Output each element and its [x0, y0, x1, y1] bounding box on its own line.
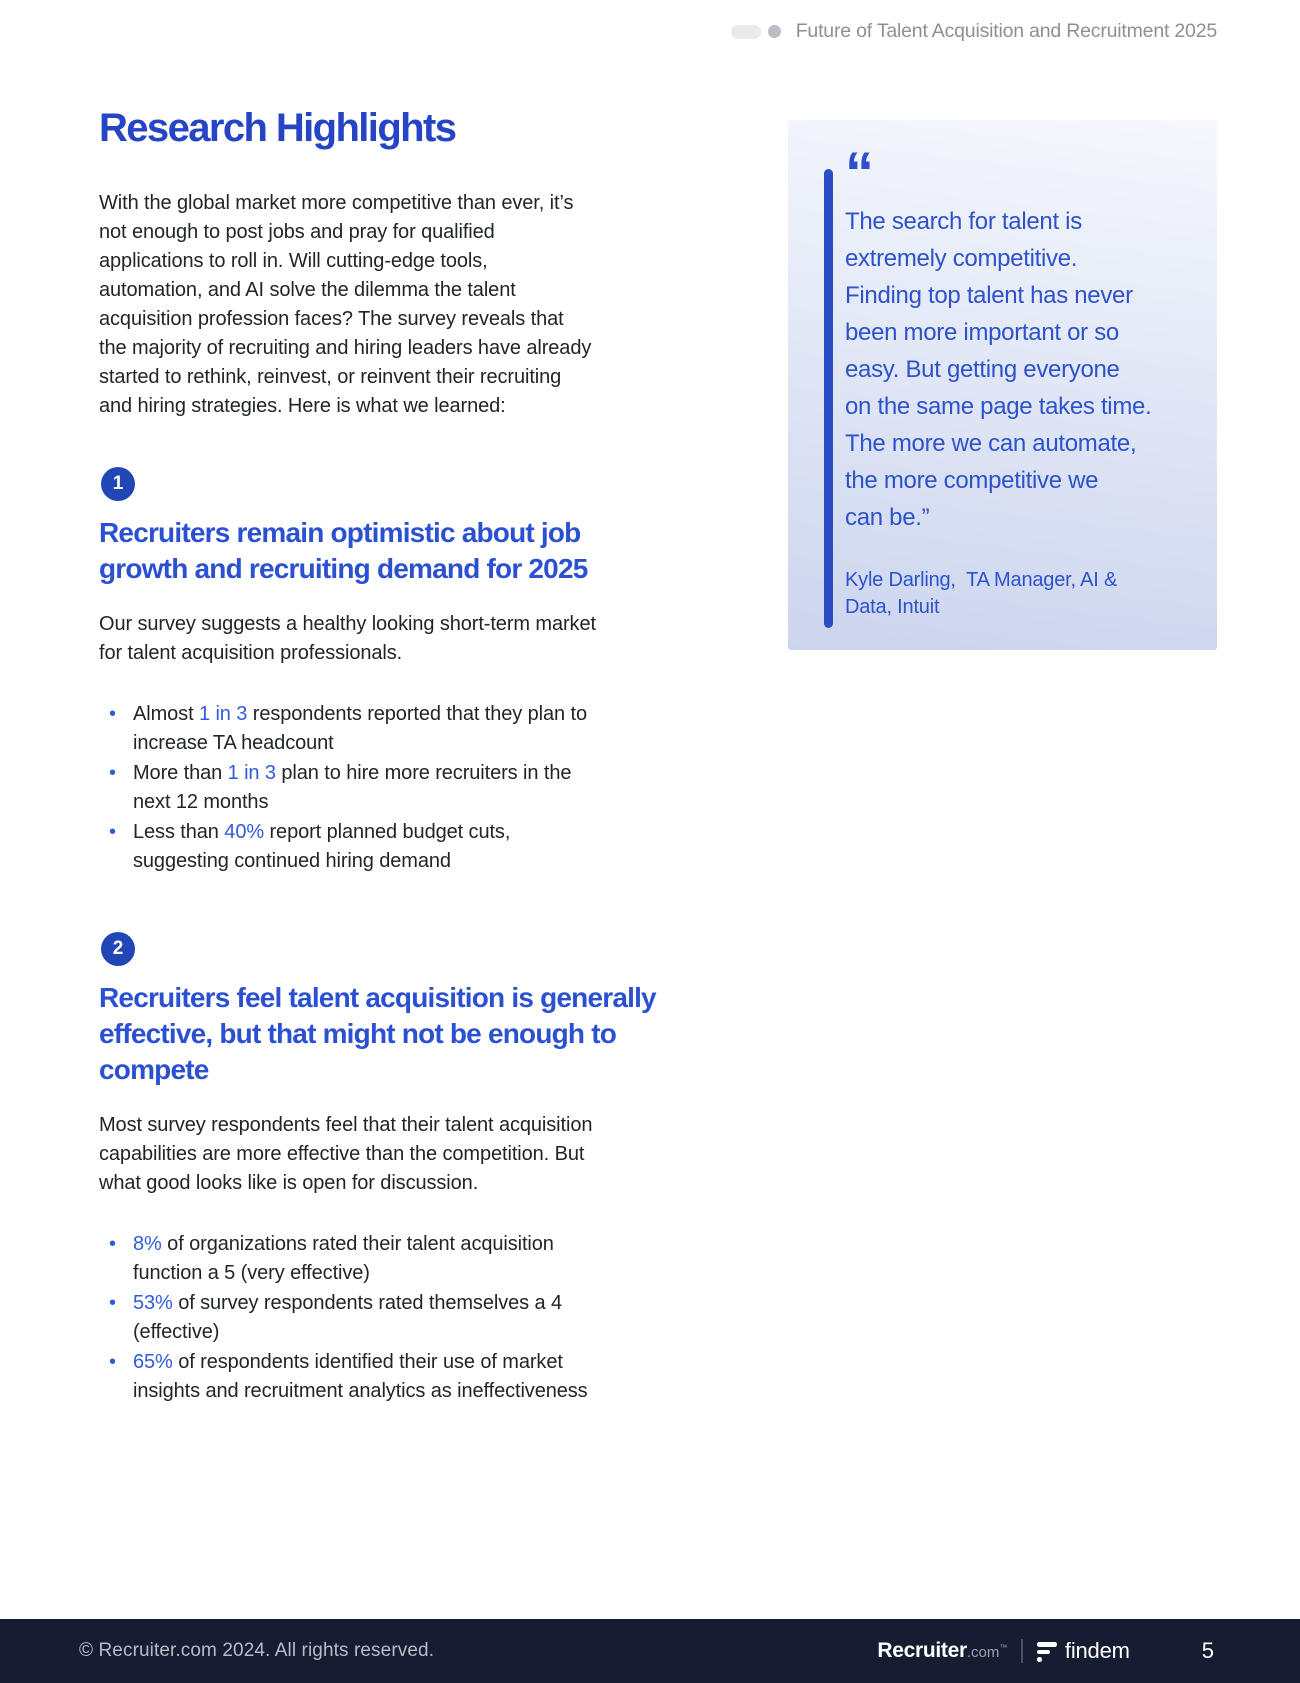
section-2 — [99, 932, 699, 1406]
stat-highlight: 1 in 3 — [198, 703, 248, 725]
intro-paragraph — [99, 189, 699, 421]
text-line: Our survey suggests a healthy looking short-term market — [99, 613, 596, 635]
brand-logos — [877, 1638, 1129, 1664]
quote-content — [845, 141, 1190, 621]
text-segment: of organizations rated their talent acquisition — [161, 1233, 554, 1255]
text-segment: of respondents identified their use of market — [172, 1351, 563, 1373]
list-item — [99, 1348, 699, 1406]
findem-logo — [1037, 1638, 1130, 1664]
quote-mark-icon: “ — [845, 141, 872, 206]
list-item — [99, 818, 699, 876]
page-header — [731, 20, 1217, 43]
list-item — [99, 700, 699, 758]
text-segment: More than — [133, 762, 228, 784]
section-body — [99, 1111, 699, 1198]
text-line: and hiring strategies. Here is what we learned: — [99, 395, 506, 417]
text-line: on the same page takes time. — [845, 393, 1152, 420]
list-item — [99, 759, 699, 817]
text-segment: next 12 months — [133, 791, 269, 813]
text-line: The search for talent is — [845, 208, 1082, 235]
stat-highlight: 40% — [224, 821, 265, 843]
text-line: Recruiters remain optimistic about job — [99, 517, 581, 548]
bullet-list — [99, 700, 699, 876]
text-segment: of survey respondents rated themselves a 4 — [172, 1292, 562, 1314]
list-item — [99, 1289, 699, 1347]
text-line: Most survey respondents feel that their talent acquisition — [99, 1114, 593, 1136]
document-title: Future of Talent Acquisition and Recruitment 2025 — [795, 20, 1217, 42]
section-heading — [99, 980, 699, 1088]
copyright-text: © Recruiter.com 2024. All rights reserved. — [79, 1640, 435, 1661]
text-line: what good looks like is open for discussion. — [99, 1172, 479, 1194]
page-title: Research Highlights — [99, 106, 456, 150]
text-line: automation, and AI solve the dilemma the talent — [99, 279, 516, 301]
text-segment: report planned budget cuts, — [264, 821, 511, 843]
section-heading — [99, 515, 699, 587]
stat-highlight: 53% — [133, 1292, 173, 1314]
list-item — [99, 1230, 699, 1288]
text-segment: respondents reported that they plan to — [247, 703, 587, 725]
text-segment: plan to hire more recruiters in the — [275, 762, 572, 784]
text-line: effective, but that might not be enough to — [99, 1018, 617, 1049]
section-number-badge: 2 — [101, 932, 135, 966]
text-line: acquisition profession faces? The survey reveals that — [99, 308, 564, 330]
text-line: extremely competitive. — [845, 245, 1078, 272]
header-marks — [731, 25, 781, 39]
text-line: Kyle Darling, TA Manager, AI & — [845, 569, 1118, 591]
text-segment: insights and recruitment analytics as ineffectiveness — [133, 1380, 588, 1402]
footer-divider — [1021, 1639, 1023, 1663]
text-line: not enough to post jobs and pray for qualified — [99, 221, 495, 243]
progress-dot-icon — [768, 25, 781, 38]
text-line: Data, Intuit — [845, 596, 940, 618]
section-body — [99, 610, 699, 668]
text-line: Finding top talent has never — [845, 282, 1133, 309]
text-line: With the global market more competitive than ever, it’s — [99, 192, 574, 214]
footer-right — [877, 1638, 1214, 1664]
quote-text — [845, 203, 1190, 536]
recruiter-logo-text: Recruiter — [877, 1639, 967, 1662]
quote-attribution — [845, 567, 1190, 621]
text-line: Recruiters feel talent acquisition is generally — [99, 982, 656, 1013]
text-segment: suggesting continued hiring demand — [133, 850, 451, 872]
text-line: growth and recruiting demand for 2025 — [99, 553, 588, 584]
section-1 — [99, 467, 699, 876]
section-number-badge: 1 — [101, 467, 135, 501]
stat-highlight: 65% — [133, 1351, 173, 1373]
text-segment: increase TA headcount — [133, 732, 334, 754]
page-footer — [0, 1619, 1300, 1683]
text-line: capabilities are more effective than the competition. But — [99, 1143, 585, 1165]
text-line: the majority of recruiting and hiring leaders have already — [99, 337, 592, 359]
text-line: the more competitive we — [845, 467, 1099, 494]
recruiter-logo — [877, 1639, 1007, 1663]
text-line: started to rethink, reinvest, or reinvent their recruiting — [99, 366, 562, 388]
findem-logo-icon — [1037, 1641, 1058, 1661]
quote-callout-box — [788, 120, 1217, 650]
stat-highlight: 8% — [133, 1233, 162, 1255]
trademark-symbol: ™ — [999, 1643, 1008, 1652]
quote-accent-bar — [824, 169, 833, 628]
recruiter-logo-suffix: .com — [966, 1644, 1000, 1661]
text-segment: Less than — [133, 821, 225, 843]
stat-highlight: 1 in 3 — [227, 762, 276, 784]
page-number: 5 — [1201, 1638, 1214, 1663]
text-line: applications to roll in. Will cutting-edge tools, — [99, 250, 488, 272]
text-line: for talent acquisition professionals. — [99, 642, 403, 664]
text-segment: Almost — [133, 703, 199, 725]
bullet-list — [99, 1230, 699, 1406]
text-line: The more we can automate, — [845, 430, 1137, 457]
progress-pill-icon — [731, 25, 761, 39]
text-segment: (effective) — [133, 1321, 220, 1343]
text-line: been more important or so — [845, 319, 1119, 346]
text-line: easy. But getting everyone — [845, 356, 1120, 383]
text-line: can be.” — [845, 504, 930, 531]
main-content — [99, 104, 699, 1407]
text-line: compete — [99, 1054, 209, 1085]
findem-logo-text: findem — [1064, 1638, 1130, 1663]
text-segment: function a 5 (very effective) — [133, 1262, 370, 1284]
